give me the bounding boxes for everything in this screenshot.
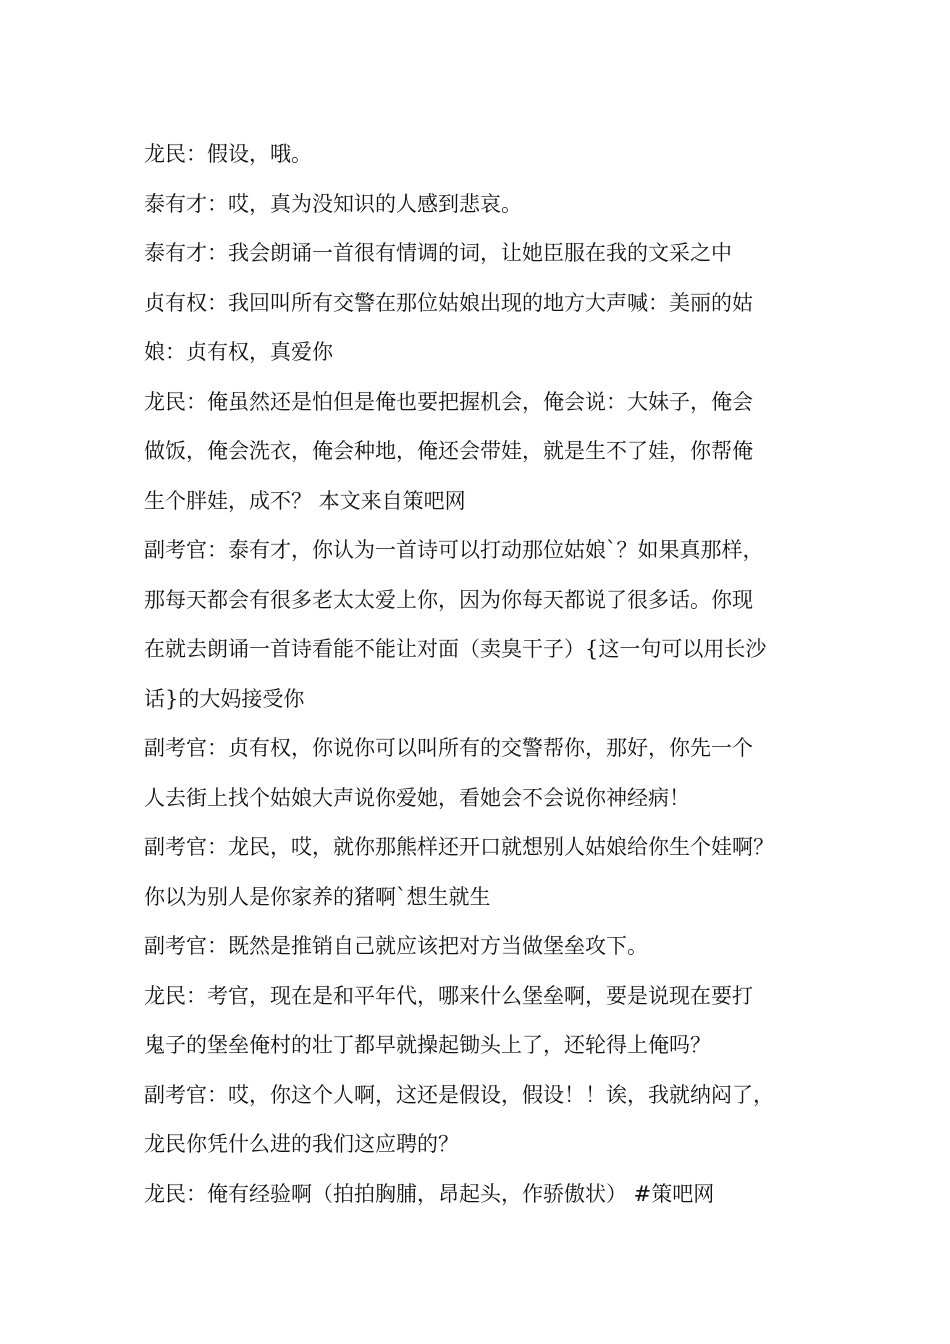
text-line: 你以为别人是你家养的猪啊`想生就生 [144, 884, 491, 909]
text-line: 副考官：龙民，哎，就你那熊样还开口就想别人姑娘给你生个娃啊？ [144, 835, 774, 859]
text-line: 龙民：考官，现在是和平年代，哪来什么堡垒啊，要是说现在要打 [144, 983, 753, 1008]
text-line: 话}的大妈接受你 [144, 686, 305, 711]
text-line: 生个胖娃，成不？ 本文来自策吧网 [144, 488, 466, 513]
text-line: 龙民：俺有经验啊（拍拍胸脯，昂起头，作骄傲状） #策吧网 [144, 1181, 715, 1206]
text-line: 泰有才：我会朗诵一首很有情调的词，让她臣服在我的文采之中 [144, 241, 732, 265]
text-line: 副考官：哎，你这个人啊，这还是假设，假设！！诶，我就纳闷了， [144, 1082, 774, 1107]
text-line: 在就去朗诵一首诗看能不能让对面（卖臭干子）{这一句可以用长沙 [144, 637, 767, 661]
text-line: 那每天都会有很多老太太爱上你，因为你每天都说了很多话。你现 [144, 587, 753, 612]
text-line: 鬼子的堡垒俺村的壮丁都早就操起锄头上了，还轮得上俺吗？ [144, 1033, 711, 1057]
text-line: 龙民：假设，哦。 [144, 142, 312, 166]
text-line: 副考官：泰有才，你认为一首诗可以打动那位姑娘`？如果真那样， [144, 538, 764, 562]
text-line: 龙民你凭什么进的我们这应聘的？ [144, 1132, 459, 1156]
text-line: 贞有权：我回叫所有交警在那位姑娘出现的地方大声喊：美丽的姑 [144, 290, 753, 315]
text-line: 泰有才：哎，真为没知识的人感到悲哀。 [144, 191, 522, 216]
text-line: 娘：贞有权，真爱你 [144, 340, 333, 364]
text-line: 人去街上找个姑娘大声说你爱她，看她会不会说你神经病！ [144, 785, 690, 810]
text-line: 副考官：贞有权，你说你可以叫所有的交警帮你，那好，你先一个 [144, 736, 753, 760]
text-line: 做饭，俺会洗衣，俺会种地，俺还会带娃，就是生不了娃，你帮俺 [144, 439, 753, 463]
text-line: 副考官：既然是推销自己就应该把对方当做堡垒攻下。 [144, 934, 648, 958]
document-body [144, 130, 834, 1219]
text-line: 龙民：俺虽然还是怕但是俺也要把握机会，俺会说：大妹子，俺会 [144, 389, 753, 414]
